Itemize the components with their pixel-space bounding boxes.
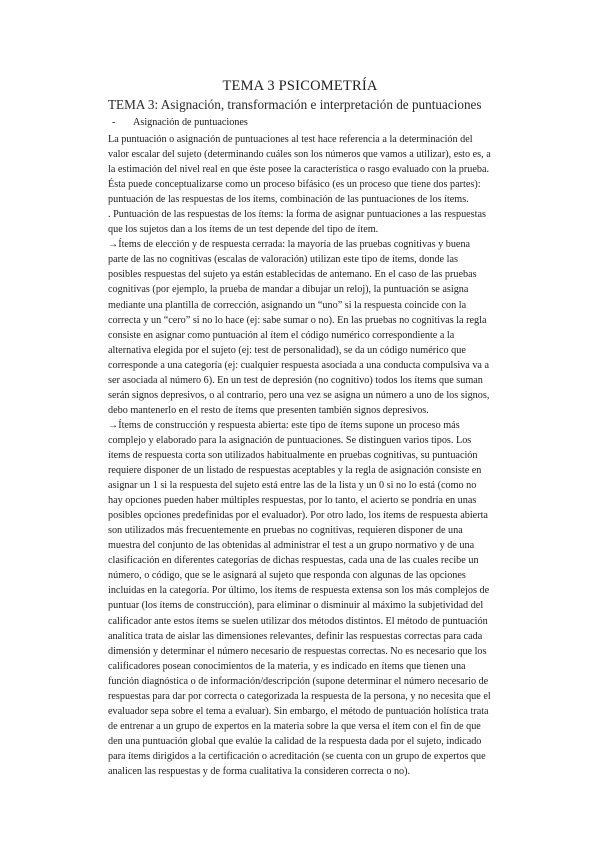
text-line: →Ítems de construcción y respuesta abierta: este tipo de ítems supone un proceso más (108, 419, 460, 431)
text-line: corresponde a una categoría (ej: cualquier respuesta asociada a una conducta compulsiva va a (108, 359, 490, 371)
text-line: Ésta puede conceptualizarse como un proceso bifásico (es un proceso que tiene dos partes): (108, 179, 481, 191)
text-line: para ítems dirigidos a la certificación o acreditación (se cuenta con un grupo de expertos que (108, 750, 486, 762)
bullet-marker: - (112, 117, 116, 128)
text-line: función diagnóstica o de información/descripción (supone determinar el número necesario de (108, 675, 489, 687)
text-line: La puntuación o asignación de puntuaciones al test hace referencia a la determinación del (108, 134, 473, 145)
bullet-label: Asignación de puntuaciones (133, 117, 248, 128)
text-line: número, o código, que se le asignará al sujeto que responda con algunas de las opciones (108, 570, 466, 582)
body-text (108, 132, 526, 779)
text-line: complejo y elaborado para la asignación de puntuaciones. Se distinguen varios tipos. Los (108, 434, 472, 446)
text-line: mediante una plantilla de corrección, asignando un “uno” si la respuesta coincide con la (108, 299, 467, 311)
text-line: cognitivas (por ejemplo, la prueba de mandar a dibujar un reloj), la puntuación se asigna (108, 284, 469, 296)
text-line: puntuación de las respuestas de los ítems, combinación de las puntuaciones de los ítems. (108, 194, 469, 206)
text-line: calificadores posean conocimientos de la materia, y es indicado en ítems que tienen una (108, 660, 466, 672)
text-line: calificador ante estos ítems se suelen utilizar dos métodos distintos. El método de puntuación (108, 615, 488, 627)
text-line: de entrenar a un grupo de expertos en la materia sobre la que versa el ítem con el fin de que (108, 720, 481, 732)
text-line: muestra del conjunto de las obtenidas al administrar el test a un grupo normativo y de una (108, 540, 475, 552)
document-title: TEMA 3 PSICOMETRÍA (222, 78, 378, 94)
text-line: valor escalar del sujeto (determinando cuáles son los números que vamos a utilizar), esto es, a (108, 149, 491, 161)
text-line: la estimación del nivel real en que éste posee la característica o rasgo evaluado con la prueba. (108, 164, 490, 176)
text-line: den una puntuación global que evalúe la calidad de la respuesta dada por el sujeto, indicado (108, 735, 482, 747)
text-line: que los sujetos dan a los ítems de un test depende del tipo de ítem. (108, 224, 379, 236)
text-line: requiere disponer de un listado de respuestas aceptables y la regla de asignación consiste en (108, 465, 482, 477)
text-line: correcta y un “cero” si no lo hace (ej: sabe sumar o no). En las pruebas no cognitivas la regla (108, 314, 487, 326)
text-line: son utilizados más frecuentemente en pruebas no cognitivas, requieren disponer de una (108, 525, 463, 537)
text-line: clasificación en diferentes categorías de dichas respuestas, cada una de las cuales recibe un (108, 555, 479, 567)
text-line: evaluador sepa sobre el tema a evaluar). Sin embargo, el método de puntuación holística trata (108, 705, 489, 717)
text-line: dimensión y determinar el número necesario de respuestas correctas. No es necesario que los (108, 645, 487, 657)
text-line: . Puntuación de las respuestas de los ítems: la forma de asignar puntuaciones a las respuestas (108, 209, 486, 221)
text-line: ítems de respuesta corta son utilizados habitualmente en pruebas cognitivas, su puntuación (108, 449, 478, 461)
text-line: posibles opciones predefinidas por el evaluador). Por otro lado, los ítems de respuesta abierta (108, 510, 488, 522)
text-line: parte de las no cognitivas (escalas de valoración) utilizan este tipo de ítems, donde las (108, 254, 458, 266)
text-line: asignar un 1 si la respuesta del sujeto está entre las de la lista y un 0 si no lo está (como no (108, 480, 477, 492)
text-line: incluidas en la categoría. Por último, los ítems de respuesta extensa son los más complejos de (108, 585, 490, 597)
text-line: analítica trata de aislar las dimensiones relevantes, definir las respuestas correctas para cada (108, 630, 483, 642)
text-line: analicen las respuestas y de forma cualitativa la consideren correcta o no). (108, 765, 411, 777)
text-line: respuestas para dar por correcta o categorizada la respuesta de la persona, y no necesita que el (108, 690, 491, 702)
text-line: ser asociada al número 6). En un test de depresión (no cognitivo) todos los ítems que suman (108, 374, 483, 386)
section-heading: TEMA 3: Asignación, transformación e interpretación de puntuaciones (108, 97, 482, 112)
text-line: consiste en asignar como puntuación al ítem el código numérico correspondiente a la (108, 329, 455, 341)
text-line: debo mantenerlo en el resto de ítems que presenten también signos depresivos. (108, 404, 429, 416)
text-line: alternativa elegida por el sujeto (ej: test de personalidad), se da un código numérico que (108, 344, 466, 356)
text-line: serán signos depresivos, o al contrario, pero una vez se asigna un número a uno de los signos, (108, 389, 490, 401)
text-line: →Ítems de elección y de respuesta cerrada: la mayoría de las pruebas cognitivas y buena (108, 239, 471, 251)
text-line: puntuar (los ítems de construcción), para eliminar o disminuir al máximo la subjetividad del (108, 600, 484, 612)
text-line: hay opciones pueden haber múltiples respuestas, por lo tanto, el acierto se pondría en unas (108, 495, 477, 507)
text-line: posibles respuestas del sujeto ya están establecidas de antemano. En el caso de las pruebas (108, 269, 477, 281)
